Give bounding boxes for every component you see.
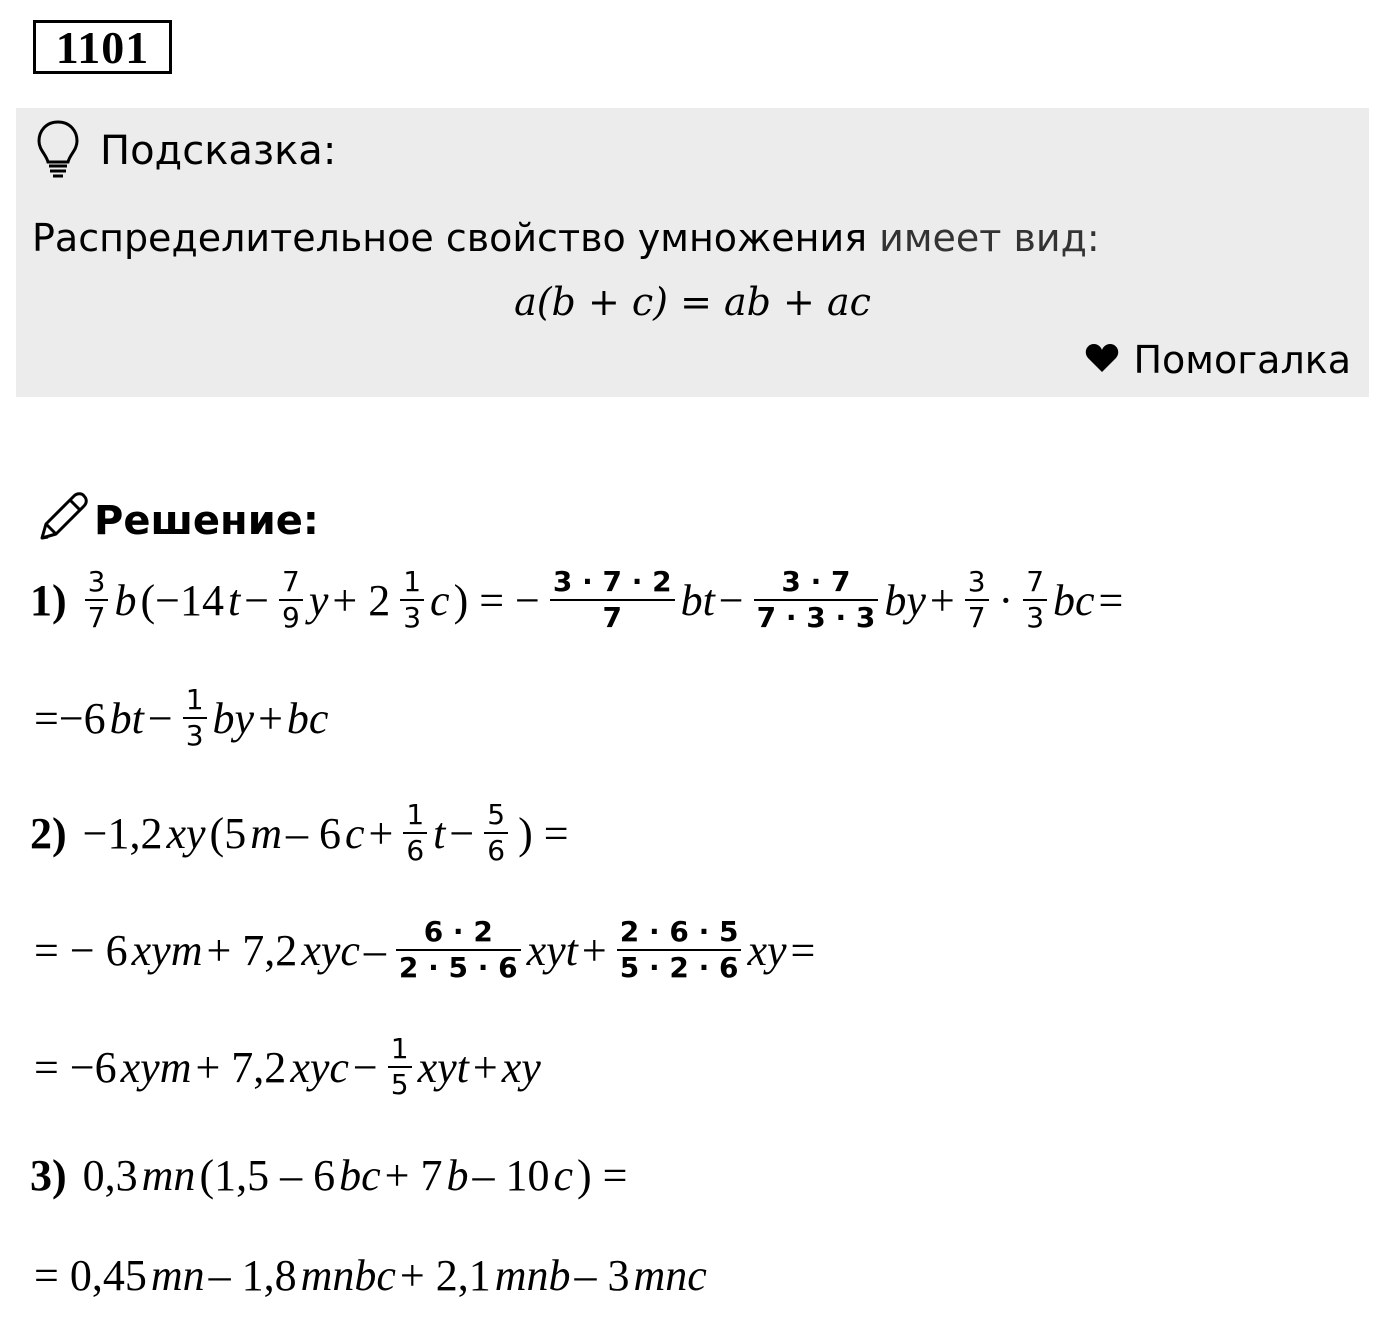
fraction — [484, 798, 508, 868]
fraction — [85, 565, 109, 635]
fraction-numerator: 3 · 7 · 2 — [552, 565, 672, 598]
math-text: − — [147, 693, 173, 743]
fraction — [396, 915, 521, 985]
math-variable: b — [114, 575, 137, 625]
fraction — [754, 565, 879, 635]
math-variable: xyt — [417, 1042, 469, 1092]
math-text: + — [258, 693, 283, 743]
fraction-numerator: 1 — [390, 1032, 409, 1065]
math-text: = — [1098, 575, 1124, 625]
item-number: 1) — [30, 575, 67, 625]
math-variable: xym — [120, 1042, 192, 1092]
fraction — [403, 798, 427, 868]
fraction-denominator: 3 — [403, 601, 422, 634]
math-variable: xyt — [526, 925, 578, 975]
math-text: + 7,2 — [195, 1042, 287, 1092]
math-variable: y — [308, 575, 329, 625]
math-text: (5 — [209, 808, 247, 858]
hint-text — [32, 216, 1100, 260]
fraction-denominator: 7 · 3 · 3 — [756, 601, 876, 634]
math-text: ) = − — [453, 575, 540, 625]
math-text: + — [581, 925, 607, 975]
fraction-denominator: 3 — [1026, 601, 1045, 634]
fraction-numerator: 7 — [282, 565, 300, 598]
fraction-denominator: 6 — [487, 834, 506, 867]
math-text: · — [998, 575, 1014, 625]
math-variable: t — [227, 575, 241, 625]
math-text: − — [449, 808, 475, 858]
fraction-numerator: 7 — [1026, 565, 1045, 598]
math-variable: bc — [339, 1151, 381, 1200]
fraction — [1023, 565, 1047, 635]
math-text: =−6 — [34, 693, 106, 743]
hint-formula: a(b + c) = ab + ac — [514, 280, 871, 324]
math-text: – 6 — [285, 808, 341, 858]
math-text: + — [472, 1042, 498, 1092]
math-text: = −6 — [34, 1042, 117, 1092]
math-text: + 7,2 — [206, 925, 298, 975]
hint-header — [36, 116, 336, 186]
math-variable: bc — [1053, 575, 1095, 625]
math-variable: xym — [131, 925, 203, 975]
math-variable: by — [212, 693, 255, 743]
math-text: = — [790, 925, 816, 975]
math-variable: bt — [109, 693, 144, 743]
brand-label: Помогалка — [1133, 338, 1351, 382]
math-text: + — [929, 575, 955, 625]
math-text: −1,2 — [82, 808, 163, 858]
math-variable: c — [344, 808, 365, 858]
fraction-numerator: 3 — [967, 565, 986, 598]
math-text: = 0,45 — [34, 1251, 147, 1300]
fraction — [183, 683, 207, 753]
lightbulb-icon — [36, 119, 80, 184]
math-variable: bt — [680, 575, 715, 625]
math-variable: mnc — [633, 1251, 707, 1300]
math-text: − — [352, 1042, 378, 1092]
math-variable: mnb — [494, 1251, 571, 1300]
math-text: 0,3 — [82, 1151, 138, 1200]
hint-title: Подсказка: — [100, 128, 337, 174]
fraction-numerator: 1 — [185, 683, 204, 716]
fraction-numerator: 1 — [403, 565, 422, 598]
math-text: + 7 — [384, 1151, 443, 1200]
math-text: ) = — [576, 1151, 628, 1200]
solution-line — [30, 798, 573, 868]
fraction-denominator: 7 — [602, 601, 622, 634]
math-variable: xy — [501, 1042, 541, 1092]
fraction-numerator: 3 · 7 — [781, 565, 851, 598]
math-text: (1,5 – 6 — [199, 1151, 336, 1200]
math-variable: mn — [150, 1251, 205, 1300]
solution-line — [30, 565, 1127, 635]
math-text: − — [244, 575, 270, 625]
fraction — [388, 1032, 412, 1102]
hint-panel — [16, 108, 1369, 397]
math-variable: xy — [166, 808, 206, 858]
math-text: + 2 — [332, 575, 391, 625]
fraction-denominator: 5 — [390, 1068, 409, 1101]
math-text: (−14 — [140, 575, 224, 625]
fraction-numerator: 6 · 2 — [423, 915, 493, 948]
math-variable: xyc — [301, 925, 360, 975]
item-number: 3) — [30, 1151, 67, 1200]
math-variable: m — [250, 808, 282, 858]
math-text: ) = — [518, 808, 569, 858]
math-text: – — [363, 925, 386, 975]
fraction — [279, 565, 303, 635]
fraction — [400, 565, 424, 635]
solution-line — [30, 915, 819, 985]
math-variable: mn — [141, 1151, 196, 1200]
solution-title: Решение: — [94, 497, 319, 544]
fraction — [965, 565, 989, 635]
math-text: + — [368, 808, 394, 858]
heart-icon — [1085, 338, 1133, 382]
item-number: 2) — [30, 808, 67, 858]
fraction-denominator: 7 — [87, 601, 106, 634]
math-variable: by — [884, 575, 926, 625]
fraction-numerator: 2 · 6 · 5 — [619, 915, 739, 948]
math-text: – 10 — [472, 1151, 550, 1200]
math-variable: mnbc — [300, 1251, 396, 1300]
solution-line — [30, 683, 328, 753]
math-text: – 1,8 — [208, 1251, 297, 1300]
fraction-denominator: 2 · 5 · 6 — [398, 951, 518, 984]
fraction-denominator: 5 · 2 · 6 — [619, 951, 739, 984]
math-variable: bc — [286, 693, 329, 743]
fraction-numerator: 5 — [487, 798, 506, 831]
hint-text-strong: Распределительное свойство умножения — [32, 216, 868, 260]
fraction-denominator: 9 — [282, 601, 300, 634]
math-variable: xyc — [290, 1042, 349, 1092]
solution-header — [34, 490, 319, 551]
brand[interactable] — [1085, 338, 1351, 382]
fraction-denominator: 3 — [185, 719, 204, 752]
fraction — [550, 565, 675, 635]
fraction-denominator: 6 — [406, 834, 425, 867]
solution-line — [30, 1250, 707, 1301]
math-variable: c — [553, 1151, 573, 1200]
solution-line — [30, 1150, 631, 1201]
pencil-icon — [34, 490, 88, 551]
fraction — [617, 915, 742, 985]
math-text: – 3 — [574, 1251, 630, 1300]
math-text: + 2,1 — [399, 1251, 491, 1300]
fraction-numerator: 3 — [87, 565, 106, 598]
math-text: − — [718, 575, 744, 625]
solution-line — [30, 1032, 541, 1102]
math-variable: xy — [747, 925, 787, 975]
hint-text-normal: имеет вид: — [867, 216, 1100, 260]
math-variable: t — [433, 808, 446, 858]
math-variable: b — [446, 1151, 469, 1200]
fraction-denominator: 7 — [967, 601, 986, 634]
math-variable: c — [430, 575, 450, 625]
math-text: = − 6 — [34, 925, 128, 975]
task-number: 1101 — [33, 20, 172, 74]
fraction-numerator: 1 — [406, 798, 425, 831]
